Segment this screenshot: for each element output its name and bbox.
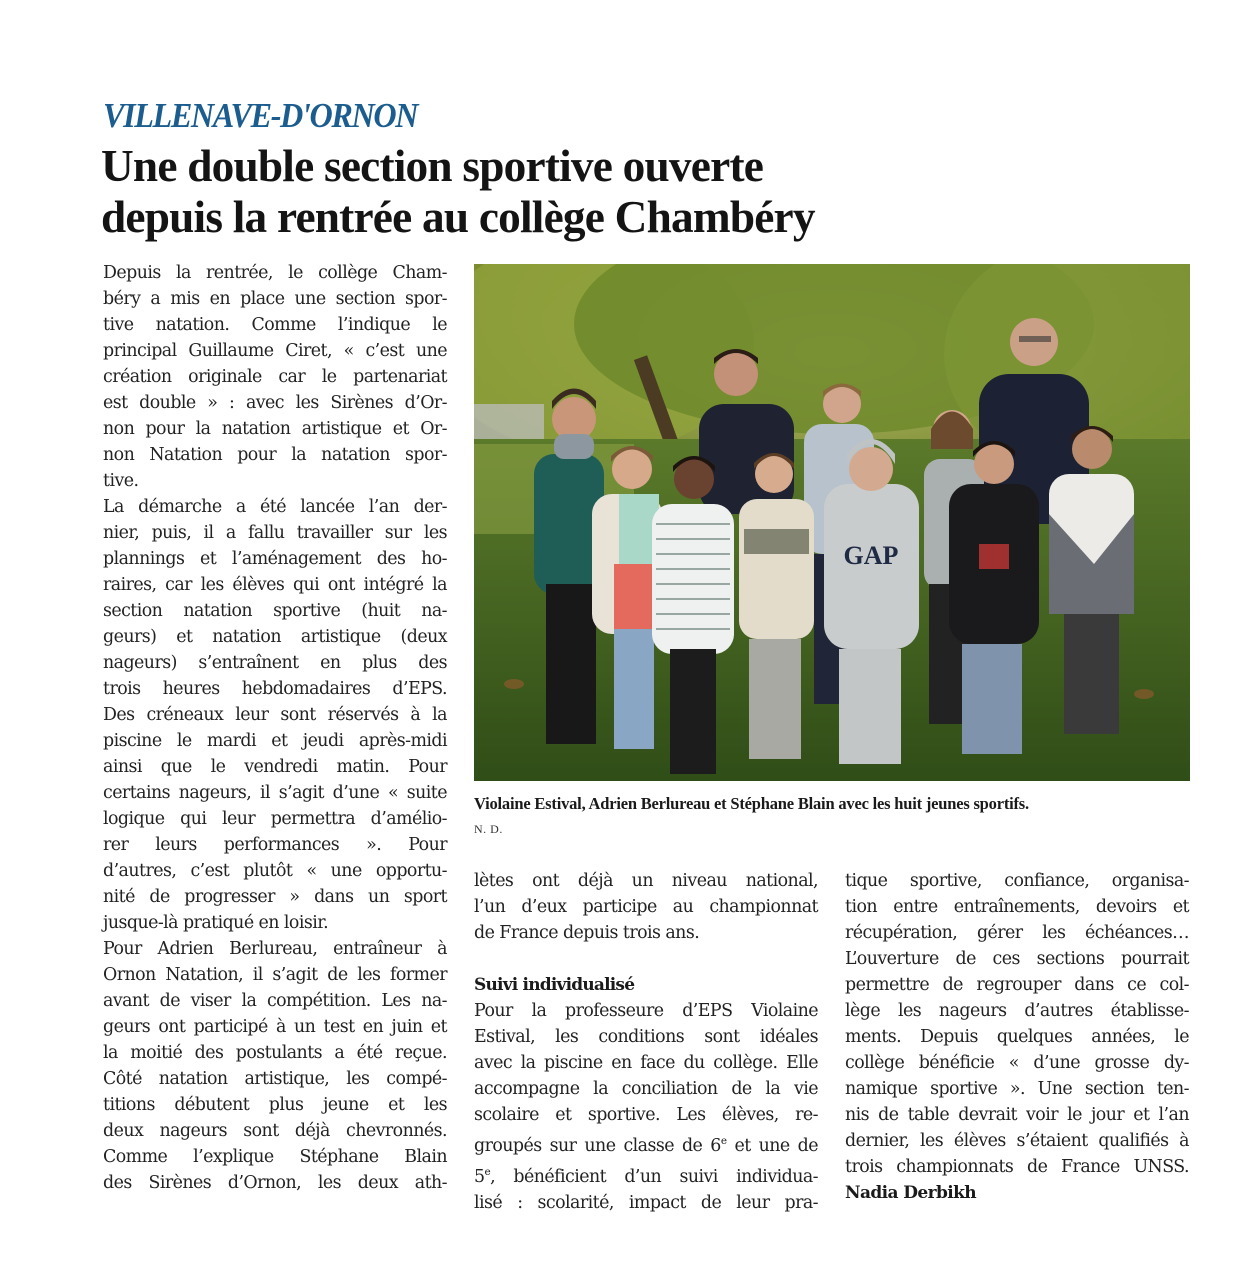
body-line: Comme l’explique Stéphane Blain — [103, 1147, 447, 1167]
body-line: certains nageurs, il s’agit d’une « suite — [103, 783, 447, 803]
body-line: Estival, les conditions sont idéales — [474, 1027, 818, 1047]
body-line: permettre de regrouper dans ce col- — [845, 975, 1189, 995]
body-line: Côté natation artistique, les compé- — [103, 1069, 447, 1089]
body-line: L’ouverture de ces sections pourrait — [845, 949, 1189, 969]
fallen-leaf — [504, 679, 524, 689]
body-line: tive natation. Comme l’indique le — [103, 315, 447, 335]
body-line: trois championnats de France UNSS. — [845, 1157, 1189, 1177]
body-line: scolaire et sportive. Les élèves, re- — [474, 1105, 818, 1125]
body-line: récupération, gérer les échéances… — [845, 923, 1189, 943]
body-line: La démarche a été lancée l’an der- — [103, 497, 447, 517]
body-line: ainsi que le vendredi matin. Pour — [103, 757, 447, 777]
body-line: ments. Depuis quelques années, le — [845, 1027, 1189, 1047]
locality-tag: VILLENAVE-D'ORNON — [103, 96, 418, 135]
body-line: est double » : avec les Sirènes d’Or- — [103, 393, 447, 413]
body-line: nageurs) s’entraînent en plus des — [103, 653, 447, 673]
body-line: tion entre entraînements, devoirs et — [845, 897, 1189, 917]
article-column-3 — [845, 868, 1189, 1206]
body-line: plannings et l’aménagement des ho- — [103, 549, 447, 569]
body-line: rer leurs performances ». Pour — [103, 835, 447, 855]
body-line: Ornon Natation, il s’agit de les former — [103, 965, 447, 985]
body-line: béry a mis en place une section spor- — [103, 289, 447, 309]
body-line: Pour Adrien Berlureau, entraîneur à — [103, 939, 447, 959]
group-photo-illustration — [474, 264, 1190, 781]
body-line: tive. — [103, 471, 139, 491]
body-line: dernier, les élèves s’étaient qualifiés à — [845, 1131, 1189, 1151]
body-line: avec la piscine en face du collège. Elle — [474, 1053, 818, 1073]
body-line: Depuis la rentrée, le collège Cham- — [103, 263, 447, 283]
body-line: namique sportive ». Une section ten- — [845, 1079, 1189, 1099]
author-byline: Nadia Derbikh — [845, 1183, 977, 1203]
body-line: avant de viser la compétition. Les na- — [103, 991, 447, 1011]
body-line: titions débutent plus jeune et les — [103, 1095, 447, 1115]
body-line: Des créneaux leur sont réservés à la — [103, 705, 447, 725]
building-wall — [474, 404, 544, 444]
svg-text:GAP: GAP — [843, 541, 899, 570]
body-line: piscine le mardi et jeudi après-midi — [103, 731, 447, 751]
photo-credit: N. D. — [474, 822, 503, 836]
body-line: section natation sportive (huit na- — [103, 601, 447, 621]
article-headline — [101, 140, 1141, 242]
body-line: groupés sur une classe de 6e et une de — [474, 1135, 819, 1156]
headline-line-1: Une double section sportive ouverte — [101, 140, 764, 191]
body-line: collège bénéficie « d’une grosse dy- — [845, 1053, 1189, 1073]
body-line: raires, car les élèves qui ont intégré la — [103, 575, 447, 595]
body-line: lètes ont déjà un niveau national, — [474, 871, 818, 891]
section-subheading: Suivi individualisé — [474, 975, 635, 995]
body-line: de France depuis trois ans. — [474, 923, 700, 943]
fallen-leaf — [1134, 689, 1154, 699]
body-line: nis de table devrait voir le jour et l’an — [845, 1105, 1189, 1125]
article-column-2 — [474, 868, 818, 1216]
body-line: logique qui leur permettra d’amélio- — [103, 809, 447, 829]
body-line: accompagne la conciliation de la vie — [474, 1079, 818, 1099]
article-photo — [474, 264, 1190, 781]
headline-line-2: depuis la rentrée au collège Chambéry — [101, 191, 815, 242]
body-line: nier, puis, il a fallu travailler sur les — [103, 523, 447, 543]
body-line: la moitié des postulants a été reçue. — [103, 1043, 447, 1063]
body-line: d’autres, c’est plutôt « une opportu- — [103, 861, 447, 881]
body-line: geurs) et natation artistique (deux — [103, 627, 447, 647]
body-line: deux nageurs sont déjà chevronnés. — [103, 1121, 447, 1141]
body-line: lisé : scolarité, impact de leur pra- — [474, 1192, 818, 1213]
body-line: création originale car le partenariat — [103, 367, 447, 387]
body-line: nité de progresser » dans un sport — [103, 887, 447, 907]
article-column-1 — [103, 260, 447, 1196]
photo-caption: Violaine Estival, Adrien Berlureau et Stéphane Blain avec les huit jeunes sportifs. — [474, 794, 1029, 813]
body-line: lège les nageurs d’autres établisse- — [845, 1001, 1189, 1021]
body-line: jusque-là pratiqué en loisir. — [103, 913, 329, 933]
body-line: 5e, bénéficient d’un suivi individua- — [474, 1165, 818, 1187]
body-line: Pour la professeure d’EPS Violaine — [474, 1001, 818, 1021]
body-line: des Sirènes d’Ornon, les deux ath- — [103, 1173, 447, 1193]
body-line: trois heures hebdomadaires d’EPS. — [103, 679, 447, 699]
body-line: geurs ont participé à un test en juin et — [103, 1017, 447, 1037]
body-line: non pour la natation artistique et Or- — [103, 419, 447, 439]
body-line: principal Guillaume Ciret, « c’est une — [103, 341, 447, 361]
body-line: tique sportive, confiance, organisa- — [845, 871, 1189, 891]
body-line: non Natation pour la natation spor- — [103, 445, 447, 465]
body-line: l’un d’eux participe au championnat — [474, 897, 818, 917]
